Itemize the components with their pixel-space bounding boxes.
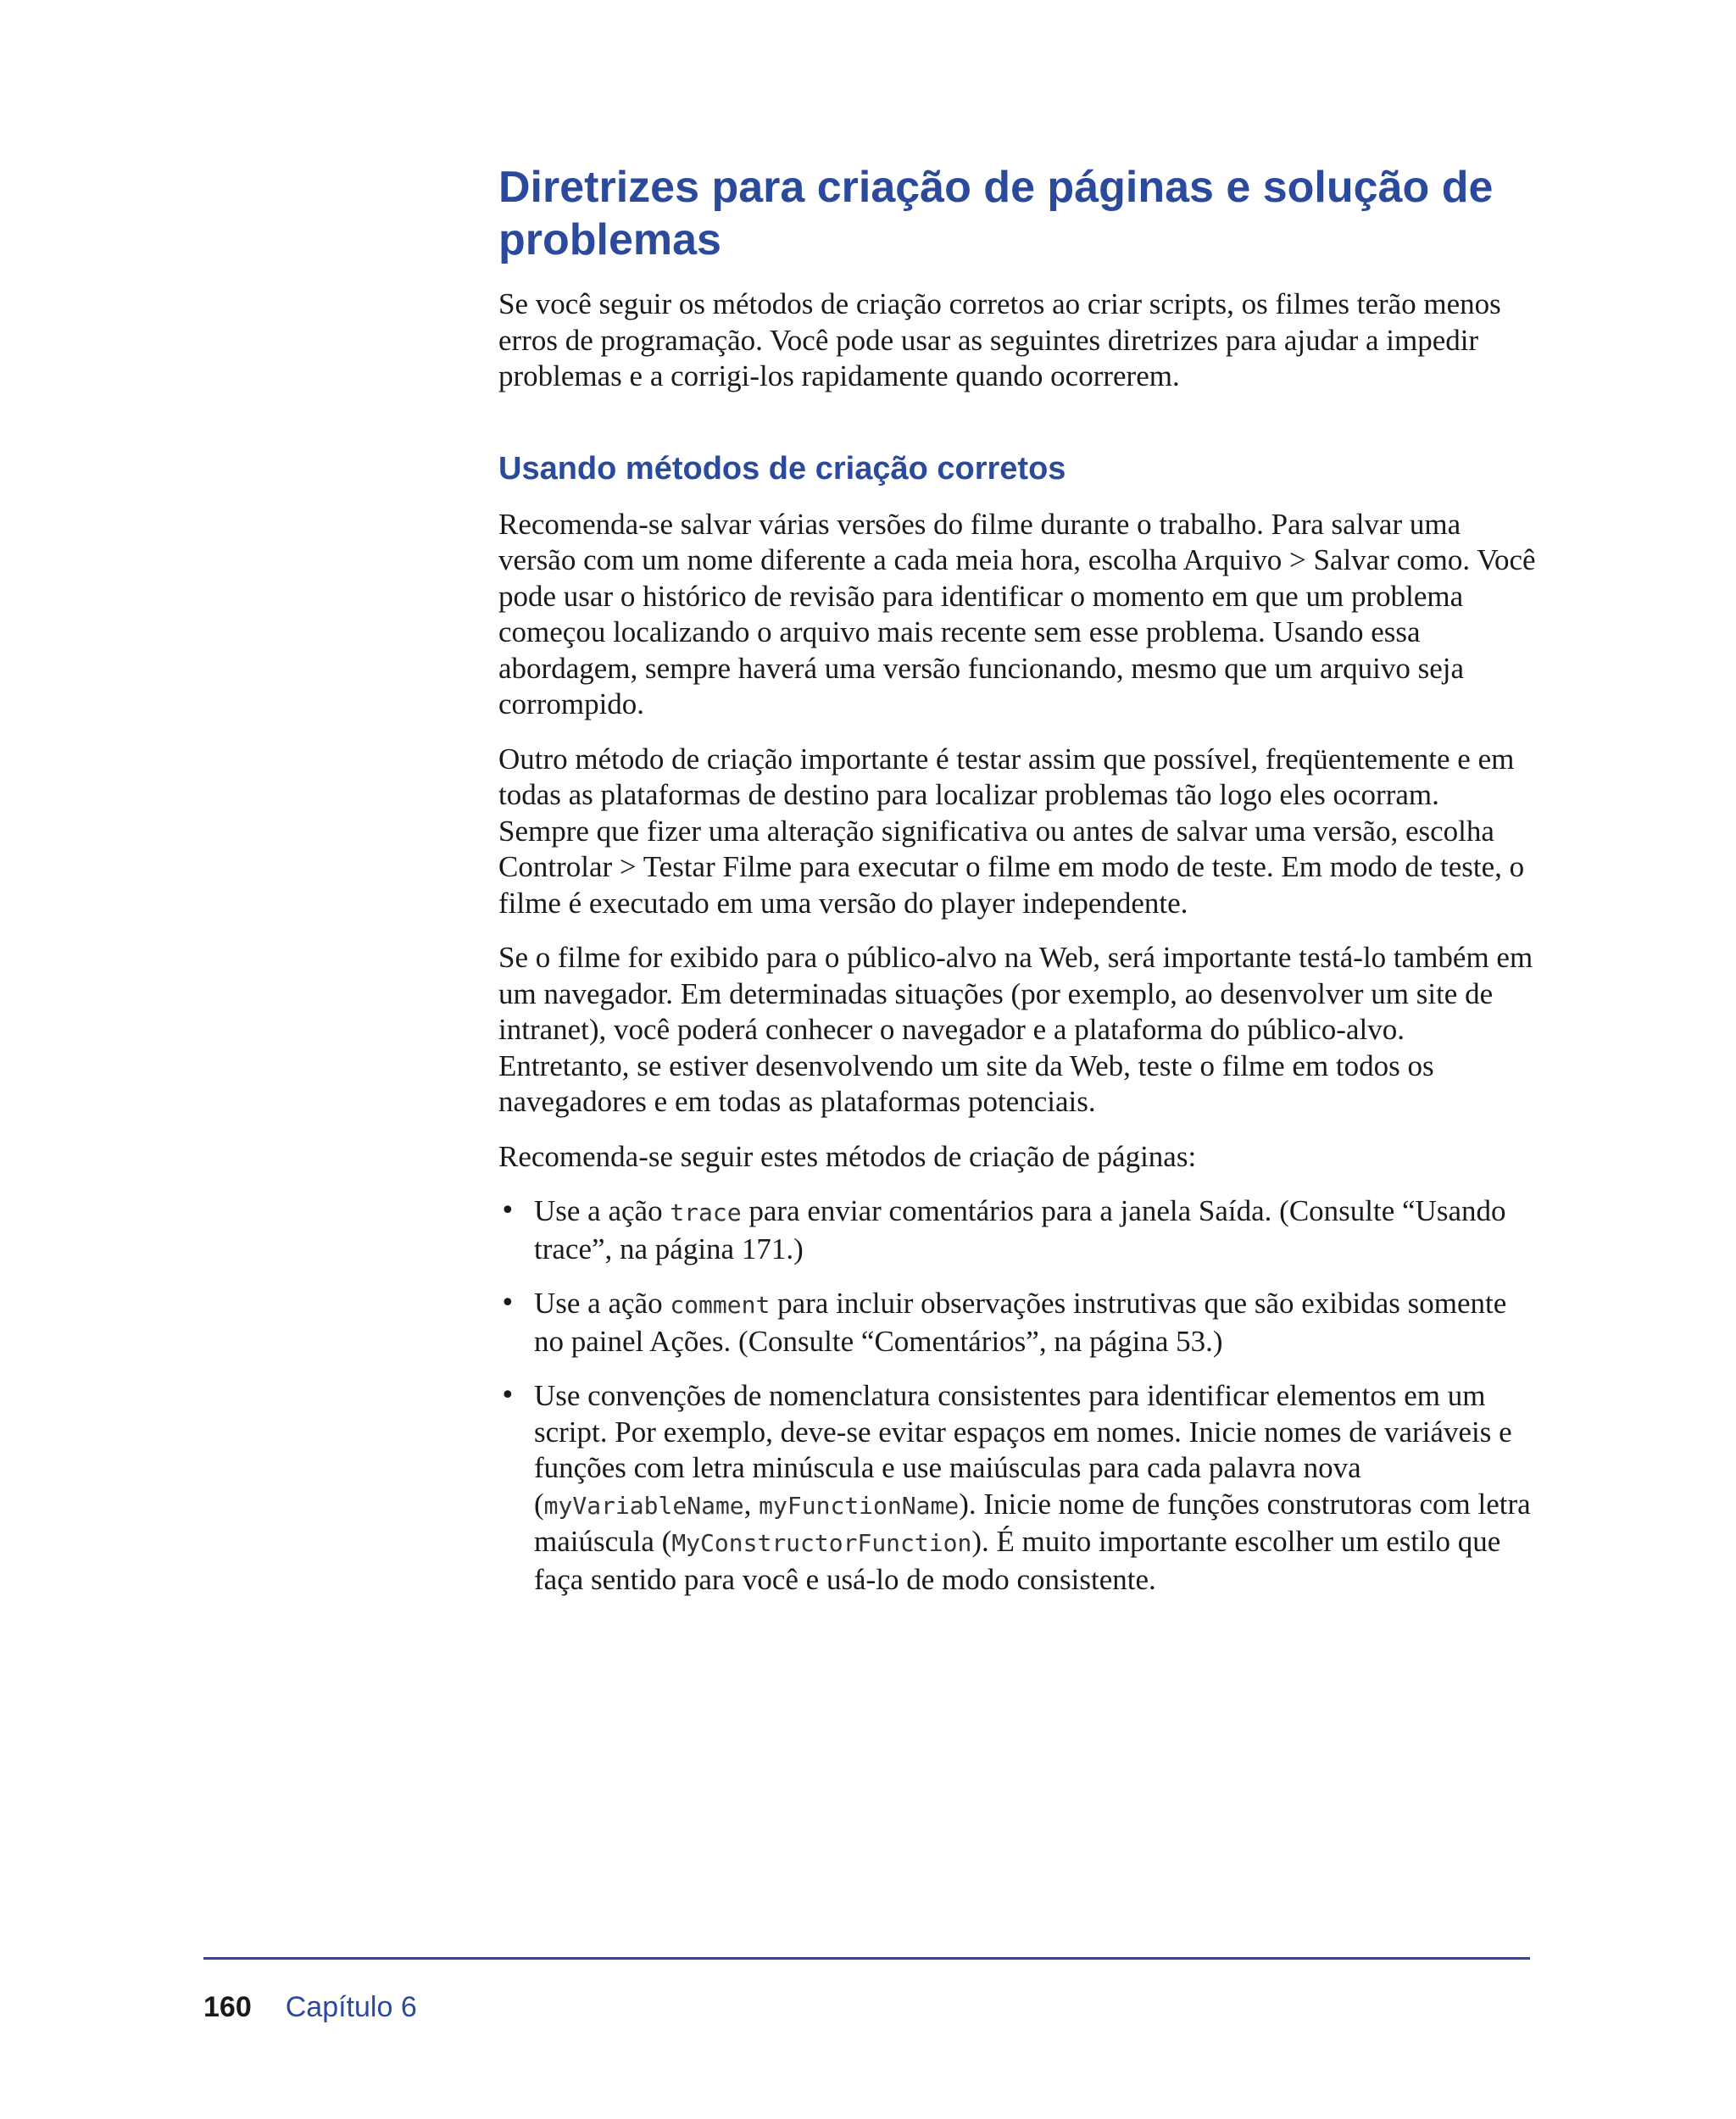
code-constructor-function: MyConstructorFunction — [671, 1529, 972, 1557]
paragraph-1: Recomenda-se salvar várias versões do filme durante o trabalho. Para salvar uma versão com um nome diferente a cada meia hora, escolha Arquivo > Salvar como. Você pode usar o histórico de revisão para identificar o momento em que um problema começou localizando o arquivo mais recente sem esse problema. Usando essa abordagem, sempre haverá uma versão funcionando, mesmo que um arquivo seja corrompido. — [498, 507, 1536, 720]
list-item — [498, 1286, 1537, 1360]
list-item — [498, 1378, 1537, 1598]
bullet-icon: • — [500, 1288, 515, 1318]
paragraph-2: Outro método de criação importante é testar assim que possível, freqüentemente e em todas as plataformas de destino para localizar problemas tão logo eles ocorram. Sempre que fizer uma alteração significativa ou antes de salvar uma versão, escolha Controlar > Testar Filme para executar o filme em modo de teste. Em modo de teste, o filme é executado em uma versão do player independente. — [498, 742, 1525, 920]
chapter-label: Capítulo 6 — [285, 1991, 417, 2023]
bullet-text: Use a ação — [534, 1287, 670, 1320]
intro-paragraph: Se você seguir os métodos de criação corretos ao criar scripts, os filmes terão menos erros de programação. Você pode usar as seguintes diretrizes para ajudar a impedir problemas e a corrigi-los rapidamente quando ocorrerem. — [498, 287, 1501, 392]
bullet-text: , — [743, 1487, 760, 1521]
paragraph-3: Se o filme for exibido para o público-alvo na Web, será importante testá-lo também em um navegador. Em determinadas situações (por exemplo, ao desenvolver um site de intranet), você poderá conhecer o navegador e a plataforma do público-alvo. Entretanto, se estiver desenvolvendo um site da Web, teste o filme em todos os navegadores e em todas as plataformas potenciais. — [498, 941, 1533, 1118]
code-comment: comment — [670, 1291, 771, 1319]
bullet-text: ). É muito importante escolher um estilo que faça sentido para você e usá-lo de modo consistente. — [534, 1525, 1501, 1596]
code-variable-name: myVariableName — [543, 1491, 744, 1520]
bullet-text: para enviar comentários para a janela Saída. (Consulte “Usando trace”, na página 171.) — [534, 1194, 1506, 1265]
page-title: Diretrizes para criação de páginas e solução de problemas — [498, 163, 1494, 264]
list-item — [498, 1193, 1537, 1267]
code-function-name: myFunctionName — [759, 1491, 960, 1520]
page-footer — [203, 1990, 417, 2024]
page-content — [498, 161, 1537, 1616]
paragraph-4: Recomenda-se seguir estes métodos de criação de páginas: — [498, 1139, 1197, 1173]
bullet-text: ). Inicie nome de funções construtoras com letra maiúscula ( — [534, 1487, 1531, 1558]
bullet-icon: • — [500, 1381, 515, 1410]
bullet-text: para incluir observações instrutivas que são exibidas somente no painel Ações. (Consulte “Comentários”, na página 53.) — [534, 1287, 1507, 1358]
footer-divider — [203, 1957, 1530, 1960]
bullet-list — [498, 1193, 1537, 1598]
bullet-text: Use a ação — [534, 1194, 670, 1227]
section-heading: Usando métodos de criação corretos — [498, 450, 1066, 487]
bullet-text: Use convenções de nomenclatura consistentes para identificar elementos em um script. Por exemplo, deve-se evitar espaços em nomes. Inicie nomes de variáveis e funções com letra minúscula e use maiúsculas para cada palavra nova ( — [534, 1379, 1512, 1521]
page-number: 160 — [203, 1991, 252, 2023]
code-trace: trace — [670, 1199, 742, 1226]
bullet-icon: • — [500, 1196, 515, 1226]
